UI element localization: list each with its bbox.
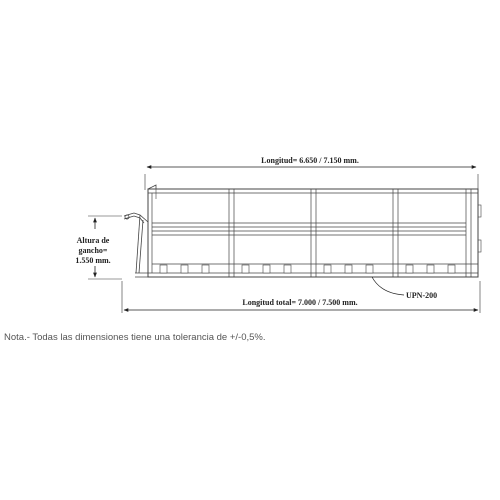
floor-cross-members bbox=[160, 265, 455, 273]
profile-label: UPN-200 bbox=[406, 291, 438, 300]
hook-height-label-line1: Altura de bbox=[76, 236, 110, 245]
length-label: Longitud= 6.650 / 7.150 mm. bbox=[261, 156, 359, 165]
hook-height-label-line2: gancho= bbox=[78, 246, 108, 255]
profile-callout bbox=[372, 277, 437, 300]
hook-height-label-line3: 1.550 mm. bbox=[75, 256, 111, 265]
length-dimension bbox=[145, 156, 478, 190]
tolerance-note: Nota.- Todas las dimensiones tiene una tolerancia de +/-0,5%. bbox=[4, 332, 266, 343]
hook-arm bbox=[124, 213, 148, 273]
hook-height-dimension bbox=[75, 216, 122, 279]
total-length-label: Longitud total= 7.000 / 7.500 mm. bbox=[242, 298, 358, 307]
container-body bbox=[135, 185, 481, 277]
